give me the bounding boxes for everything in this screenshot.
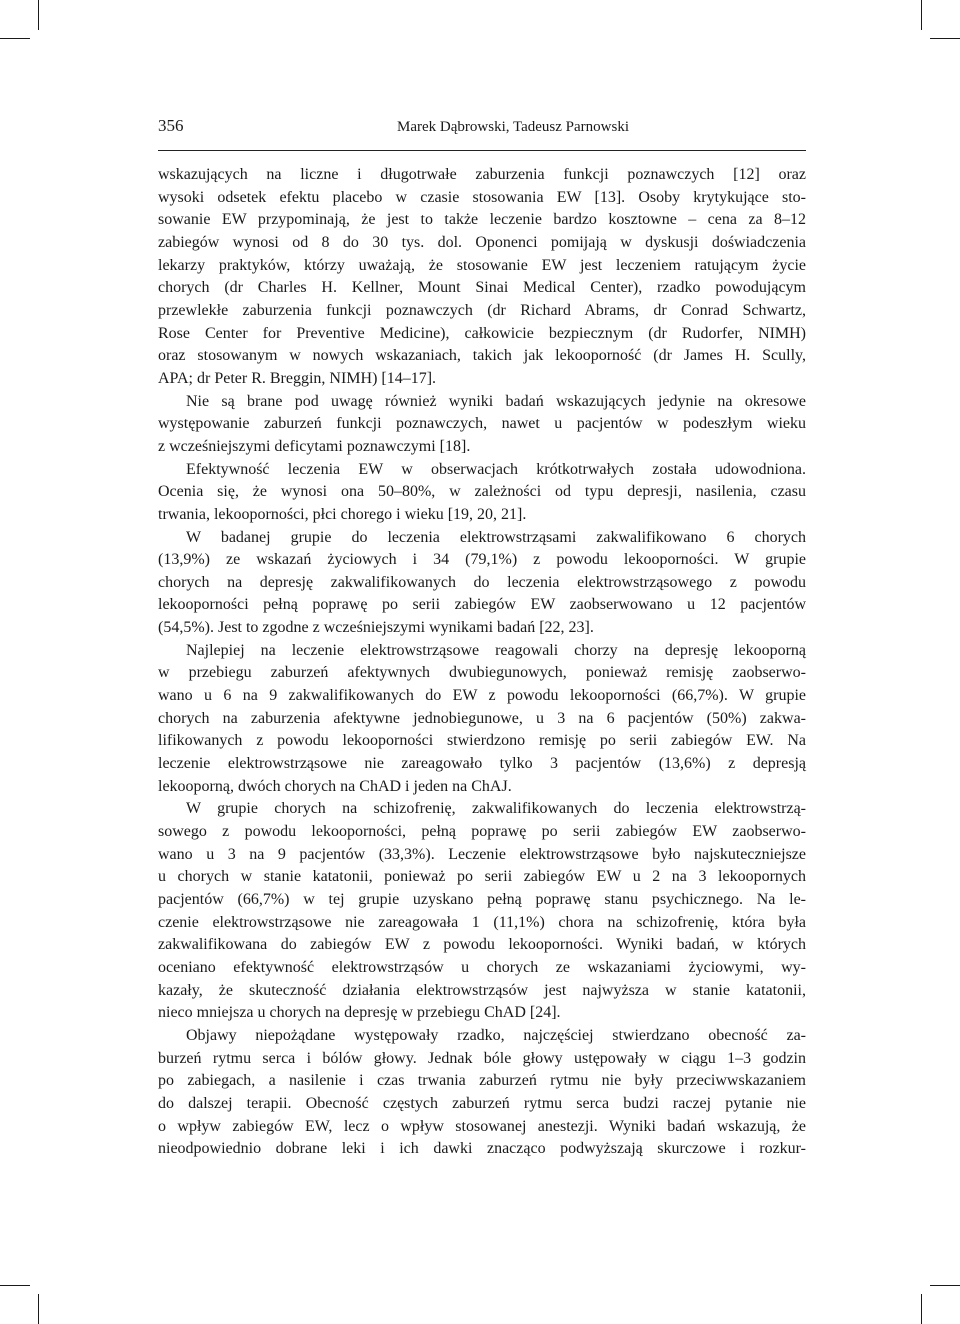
text-line: Rose Center for Preventive Medicine), całkowicie bezpiecznym (dr Rudorfer, NIMH) — [158, 324, 806, 342]
text-line: do dalszej terapii. Obecność częstych zaburzeń rytmu serca budzi raczej pytanie nie — [158, 1094, 806, 1112]
text-line: APA; dr Peter R. Breggin, NIMH) [14–17]. — [158, 369, 437, 387]
crop-mark-top-right — [921, 0, 922, 30]
text-line: wano u 6 na 9 zakwalifikowanych do EW z powodu lekooporności (66,7%). W grupie — [158, 687, 806, 705]
text-line: wskazujących na liczne i długotrwałe zaburzenia funkcji poznawczych [12] oraz — [158, 166, 806, 183]
text-line: zabiegów wynosi od 8 do 30 tys. dol. Oponenci pomijają w dyskusji doświadczenia — [158, 233, 806, 251]
text-line: W badanej grupie do leczenia elektrowstrząsami zakwalifikowano 6 chorych — [186, 528, 806, 546]
text-line: zakwalifikowana do zabiegów EW z powodu lekooporności. Wyniki badań, w których — [158, 936, 806, 954]
text-line: występowanie zaburzeń funkcji poznawczych, nawet u pacjentów w podeszłym wieku — [158, 415, 806, 433]
crop-mark-bottom-right — [921, 1294, 922, 1324]
text-line: u chorych w stanie katatonii, ponieważ po serii zabiegów EW u 2 na 3 lekoopornych — [158, 868, 806, 886]
text-line: (13,9%) ze wskazań życiowych i 34 (79,1%) z powodu lekooporności. W grupie — [158, 551, 806, 569]
text-line: Objawy niepożądane występowały rzadko, najczęściej stwierdzano obecność za- — [186, 1026, 806, 1044]
text-line: czenie elektrowstrząsowe nie zareagowała 1 (11,1%) chora na schizofrenię, która była — [158, 913, 806, 931]
text-line: z wcześniejszymi deficytami poznawczymi [18]. — [158, 437, 471, 455]
text-line: przewlekłe zaburzenia funkcji poznawczych (dr Richard Abrams, dr Conrad Schwartz, — [158, 301, 806, 319]
paragraph — [158, 459, 806, 527]
text-line: Ocenia się, że wynosi ona 50–80%, w zależności od typu depresji, nasilenia, czasu — [158, 483, 806, 501]
text-line: chorych na zaburzenia afektywne jednobiegunowe, u 3 na 6 pacjentów (50%) zakwa- — [158, 709, 806, 727]
text-line: kazały, że skuteczność działania elektrowstrząsów jest najwyższa w stanie katatonii, — [158, 981, 806, 999]
text-line: oraz stosowanym w nowych wskazaniach, takich jak lekooporność (dr James H. Scully, — [158, 347, 806, 365]
text-line: Nie są brane pod uwagę również wyniki badań wskazujących jedynie na okresowe — [186, 392, 806, 410]
text-line: (54,5%). Jest to zgodne z wcześniejszymi wynikami badań [22, 23]. — [158, 619, 594, 637]
text-line: W grupie chorych na schizofrenię, zakwalifikowanych do leczenia elektrowstrzą- — [186, 800, 806, 818]
text-line: Efektywność leczenia EW w obserwacjach krótkotrwałych została udowodniona. — [186, 460, 806, 478]
text-line: po zabiegach, a nasilenie i czas trwania zaburzeń rytmu nie były przeciwwskazaniem — [158, 1072, 806, 1090]
crop-mark-bottom-left-h — [0, 1285, 30, 1286]
running-head-authors: Marek Dąbrowski, Tadeusz Parnowski — [397, 119, 629, 135]
paragraph — [158, 640, 806, 799]
paragraph — [158, 391, 806, 459]
text-line: wano u 3 na 9 pacjentów (33,3%). Leczenie elektrowstrząsowe było najskuteczniejsze — [158, 845, 806, 863]
paragraph — [158, 164, 806, 391]
text-line: lekarzy praktyków, którzy uważają, że stosowanie EW jest leczeniem ratującym życie — [158, 256, 806, 274]
crop-mark-bottom-left — [38, 1294, 39, 1324]
text-line: Najlepiej na leczenie elektrowstrząsowe reagowali chorzy na depresję lekooporną — [186, 641, 806, 659]
crop-mark-bottom-right-h — [930, 1285, 960, 1286]
crop-mark-top-right-h — [930, 38, 960, 39]
text-line: nieodpowiednio dobrane leki i ich dawki znacząco podwyższają skurczowe i rozkur- — [158, 1140, 806, 1158]
text-line: w przebiegu zaburzeń afektywnych dwubiegunowych, ponieważ remisję zaobserwo- — [158, 664, 806, 682]
text-line: o wpływ zabiegów EW, lecz o wpływ stosowanej anestezji. Wyniki badań wskazują, że — [158, 1117, 806, 1135]
text-line: lifikowanych z powodu lekooporności stwierdzono remisję po serii zabiegów EW. Na — [158, 732, 806, 750]
text-line: lekooporności pełną poprawę po serii zabiegów EW zaobserwowano u 12 pacjentów — [158, 596, 806, 614]
page-number: 356 — [158, 116, 184, 135]
paragraph — [158, 798, 806, 1025]
text-line: pacjentów (66,7%) w tej grupie uzyskano pełną poprawę stanu psychicznego. Na le- — [158, 891, 806, 908]
text-line: chorych na depresję zakwalifikowanych do leczenia elektrowstrząsowego z powodu — [158, 573, 806, 591]
text-line: oceniano efektywność elektrowstrząsów u chorych ze wskazaniami życiowymi, wy- — [158, 958, 806, 976]
body-text — [158, 164, 806, 1161]
paragraph — [158, 1025, 806, 1161]
text-line: sowego z powodu lekooporności, pełną poprawę po serii zabiegów EW zaobserwo- — [158, 823, 806, 841]
text-line: sowanie EW przypominają, że jest to także leczenie bardzo kosztowne – cena za 8–12 — [158, 211, 806, 229]
header-rule — [158, 150, 806, 151]
crop-mark-top-left-h — [0, 38, 30, 39]
text-line: trwania, lekooporności, płci chorego i wieku [19, 20, 21]. — [158, 505, 527, 523]
text-line: burzeń rytmu serca i bólów głowy. Jednak bóle głowy ustępowały w ciągu 1–3 godzin — [158, 1049, 806, 1067]
text-line: wysoki odsetek efektu placebo w czasie stosowania EW [13]. Osoby krytykujące sto- — [158, 188, 806, 206]
crop-mark-top-left — [38, 0, 39, 30]
paragraph — [158, 527, 806, 640]
text-line: chorych (dr Charles H. Kellner, Mount Sinai Medical Center), rzadko powodującym — [158, 279, 806, 297]
text-line: nieco mniejsza u chorych na depresję w przebiegu ChAD [24]. — [158, 1004, 561, 1022]
text-line: leczenie elektrowstrząsowe nie zareagowało tylko 3 pacjentów (13,6%) z depresją — [158, 755, 806, 773]
text-line: lekooporną, dwóch chorych na ChAD i jeden na ChAJ. — [158, 777, 512, 795]
